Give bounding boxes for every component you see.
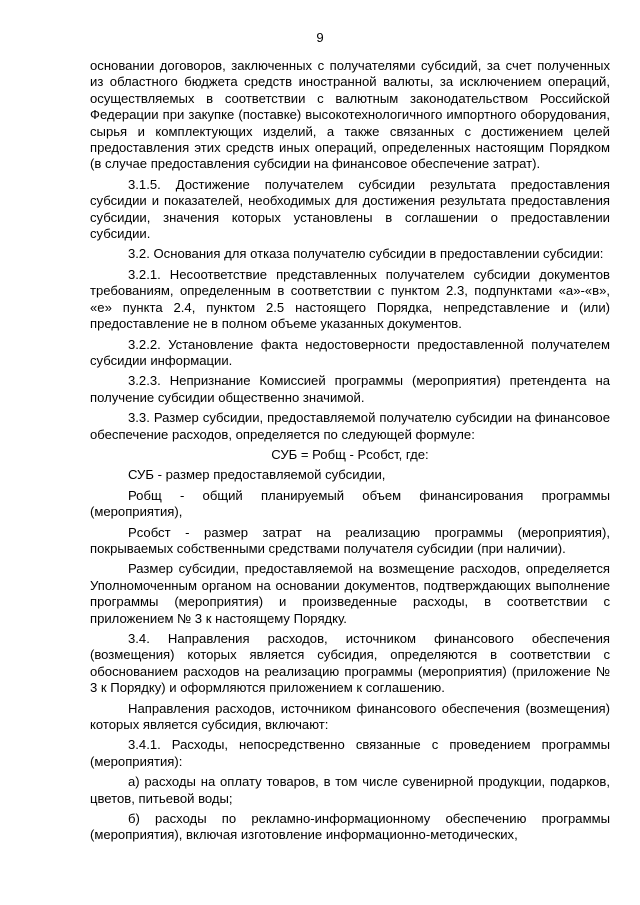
paragraph-3-4-1: 3.4.1. Расходы, непосредственно связанные с проведением программы (мероприятия): <box>90 737 610 769</box>
paragraph-3-2: 3.2. Основания для отказа получателю субсидии в предоставлении субсидии: <box>128 246 604 262</box>
paragraph-3-1-5: 3.1.5. Достижение получателем субсидии результата предоставления субсидии и показателей, необходимых для достижения результата предоставления субсидии, значения которых установлены в соглашении о предоставлении субсидии. <box>90 176 610 242</box>
paragraph-3-2-3: 3.2.3. Непризнание Комиссией программы (мероприятия) претендента на получение субсидии общественно значимой. <box>90 373 610 405</box>
page-number: 9 <box>316 30 324 45</box>
paragraph-3-2-2: 3.2.2. Установление факта недостоверности предоставленной получателем субсидии информации. <box>90 336 610 368</box>
document-body <box>90 58 610 843</box>
paragraph-reimbursement-size: Размер субсидии, предоставляемой на возмещение расходов, определяется Уполномоченным органом на основании документов, подтверждающих выполнение программы (мероприятия) и произведенные расходы, в соответствии с приложением № 3 к настоящему Порядку. <box>90 561 610 626</box>
formula-definition-robsch: Робщ - общий планируемый объем финансирования программы (мероприятия), <box>90 487 610 520</box>
formula-definition-sub: СУБ - размер предоставляемой субсидии, <box>128 467 386 483</box>
list-item-a: а) расходы на оплату товаров, в том числе сувенирной продукции, подарков, цветов, питьевой воды; <box>90 774 610 806</box>
paragraph-3-2-1: 3.2.1. Несоответствие представленных получателем субсидии документов требованиям, определенным в соответствии с пунктом 2.3, подпунктами «а»-«в», «е» пункта 2.4, пунктом 2.5 настоящего Порядка, непредставление и (или) предоставление не в полном объеме указанных документов. <box>90 266 610 332</box>
paragraph-continuation: основании договоров, заключенных с получателями субсидий, за счет полученных из областного бюджета средств иностранной валюты, за исключением операций, осуществляемых в соответствии с валютным законодательством Российской Федерации при закупке (поставке) высокотехнологичного импортного оборудования, сырья и комплектующих изделий, а также связанных с достижением целей предоставления этих средств иных операций, определенных настоящим Порядком (в случае предоставления субсидии на финансовое обеспечение затрат). <box>90 58 610 172</box>
list-item-b: б) расходы по рекламно-информационному обеспечению программы (мероприятия), включая изготовление информационно-методических, <box>90 811 610 843</box>
paragraph-expense-directions: Направления расходов, источником финансового обеспечения (возмещения) которых является субсидия, включают: <box>90 700 610 733</box>
paragraph-3-4: 3.4. Направления расходов, источником финансового обеспечения (возмещения) которых является субсидия, определяются в соответствии с обоснованием расходов на реализацию программы (мероприятия) (приложение № 3 к Порядку) и оформляются приложением к соглашению. <box>90 631 610 696</box>
formula-definition-rsobst: Рсобст - размер затрат на реализацию программы (мероприятия), покрываемых собственными средствами получателя субсидии (при наличии). <box>90 524 610 556</box>
formula-line: СУБ = Робщ - Рсобст, где: <box>271 446 429 462</box>
paragraph-3-3: 3.3. Размер субсидии, предоставляемой получателю субсидии на финансовое обеспечение расходов, определяется по следующей формуле: <box>90 410 610 442</box>
